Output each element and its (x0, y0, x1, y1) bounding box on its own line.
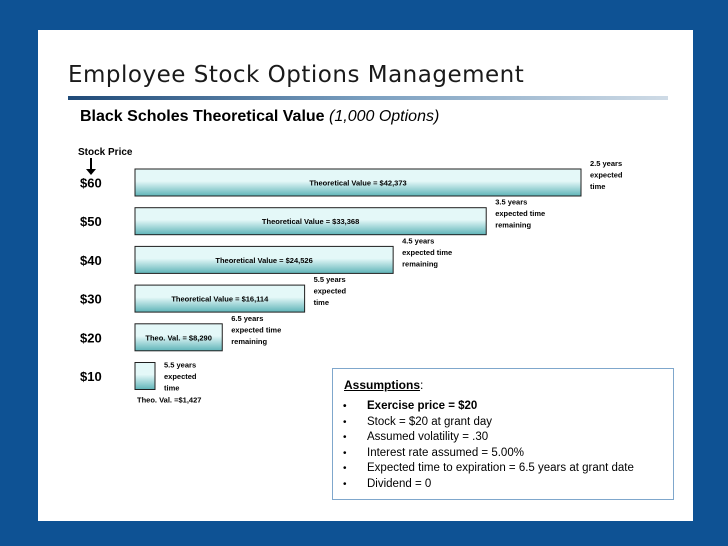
expected-time-note: 4.5 years (402, 236, 435, 246)
assumption-item (341, 446, 634, 462)
bar-value-label: Theoretical Value = $33,368 (261, 217, 360, 227)
expected-time-note: expected (590, 170, 623, 180)
assumption-item (341, 477, 634, 493)
expected-time-note: 5.5 years (313, 275, 346, 285)
assumption-text: Stock = $20 at grant day (367, 415, 492, 428)
expected-time-note: remaining (231, 336, 268, 346)
expected-time-note: expected time (495, 209, 546, 219)
bar-value-label: Theoretical Value = $42,373 (309, 178, 407, 188)
assumption-item (341, 461, 634, 477)
expected-time-note: expected (164, 372, 197, 381)
bullet-icon: • (343, 478, 347, 490)
subtitle-note: (1,000 Options) (329, 108, 440, 125)
bar-value-label: Theoretical Value = $16,114 (171, 294, 269, 304)
expected-time-note: 6.5 years (231, 313, 264, 323)
stock-price-tick-label: $60 (80, 175, 102, 191)
expected-time-note: expected time (402, 247, 453, 257)
assumptions-box (332, 368, 674, 500)
assumption-text: Exercise price = $20 (367, 400, 478, 412)
expected-time-note: time (313, 298, 330, 308)
bullet-icon: • (343, 416, 347, 428)
value-bar (135, 363, 155, 390)
assumption-text: Expected time to expiration = 6.5 years at grant date (367, 462, 634, 474)
assumption-text: Assumed volatility = .30 (367, 431, 489, 443)
slide (38, 30, 693, 521)
assumptions-heading: Assumptions (344, 378, 421, 392)
page-title: Employee Stock Options Management (68, 62, 525, 88)
assumption-text: Interest rate assumed = 5.00% (367, 446, 524, 459)
bullet-icon: • (343, 463, 347, 474)
assumptions-title (344, 378, 423, 392)
expected-time-note: 5.5 years (164, 360, 197, 370)
bullet-icon: • (343, 432, 347, 443)
expected-time-note: remaining (402, 259, 438, 269)
assumptions-colon: : (420, 378, 424, 392)
bar-value-label: Theoretical Value = $24,526 (215, 255, 313, 265)
bullet-icon: • (343, 401, 347, 412)
stock-price-tick-label: $30 (80, 291, 102, 307)
expected-time-note: time (164, 383, 180, 393)
bar-value-label: Theo. Val. =$1,427 (137, 395, 202, 405)
assumption-text: Dividend = 0 (367, 477, 432, 490)
stock-price-tick-label: $20 (80, 330, 102, 346)
expected-time-note: expected (313, 286, 347, 296)
stock-price-tick-label: $10 (80, 369, 102, 384)
expected-time-note: expected time (231, 325, 282, 335)
stock-price-label: Stock Price (78, 147, 133, 158)
bullet-icon: • (343, 447, 347, 459)
assumptions-list (341, 399, 634, 492)
bar-value-label: Theo. Val. = $8,290 (145, 333, 212, 343)
expected-time-note: time (590, 182, 606, 191)
assumption-item (341, 415, 634, 431)
assumption-item (341, 430, 634, 446)
subtitle-main: Black Scholes Theoretical Value (80, 108, 325, 125)
stock-price-tick-label: $50 (80, 214, 102, 230)
stock-price-tick-label: $40 (80, 252, 102, 268)
expected-time-note: 2.5 years (590, 159, 623, 168)
expected-time-note: 3.5 years (495, 197, 528, 207)
expected-time-note: remaining (495, 220, 532, 230)
assumption-item (341, 399, 634, 415)
